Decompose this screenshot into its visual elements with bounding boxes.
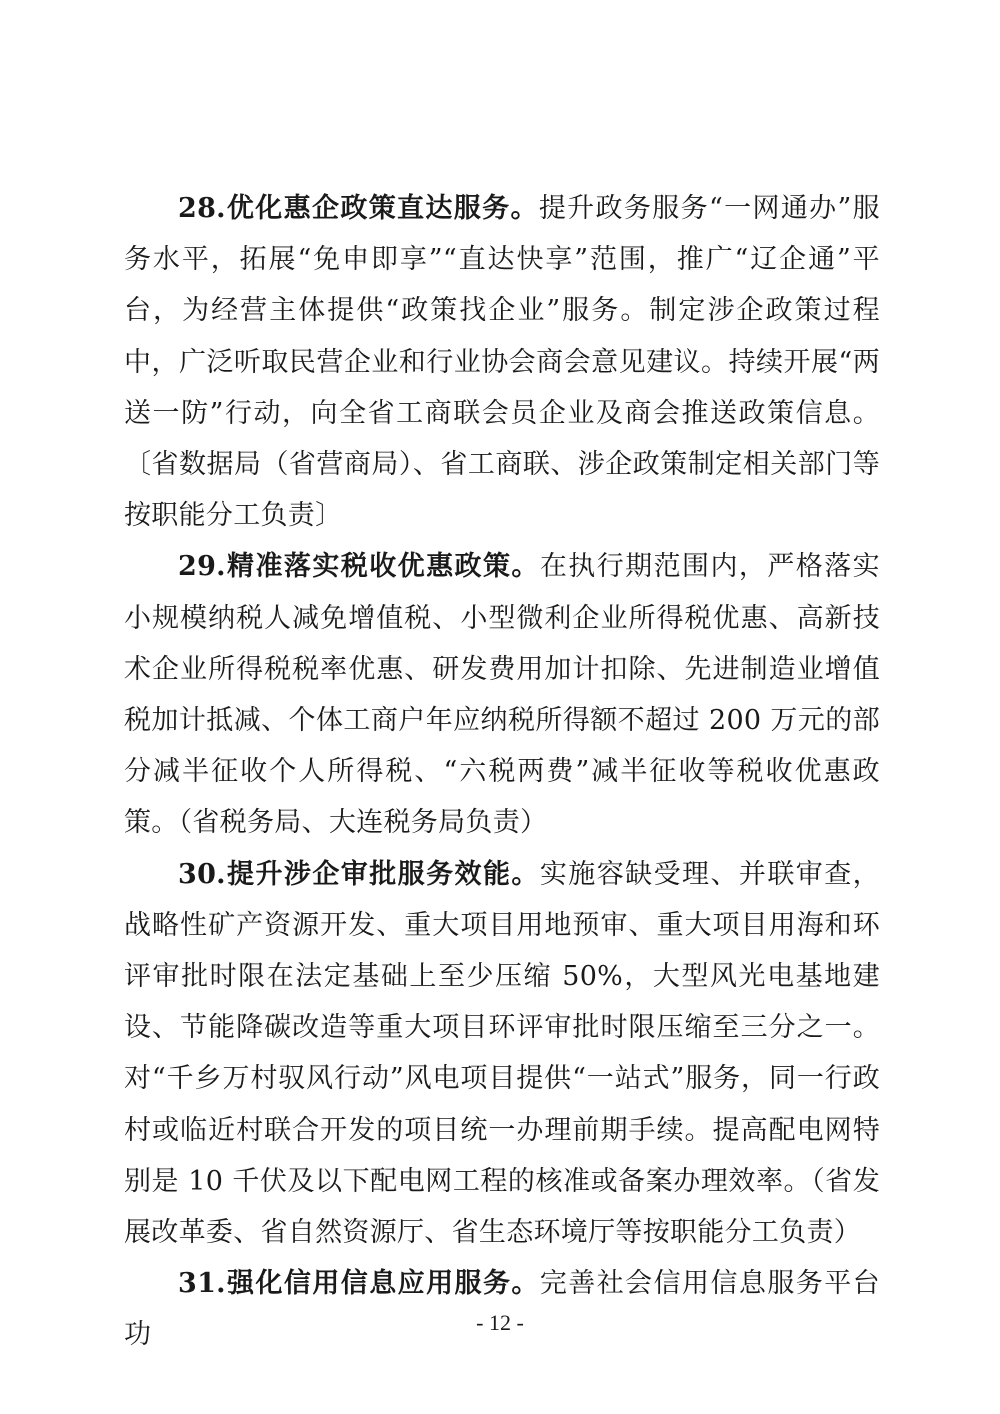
page-number: - 12 - <box>476 1310 524 1335</box>
section-30-body: 实施容缺受理、并联审查，战略性矿产资源开发、重大项目用地预审、重大项目用海和环评审批时限在法定基础上至少压缩 50%，大型风光电基地建设、节能降碳改造等重大项目环评审批时限压缩至三分之一。对“千乡万村驭风行动”风电项目提供“一站式”服务，同一行政村或临近村联合开发的项目统一办理前期手续。提高配电网特别是 10 千伏及以下配电网工程的核准或备案办理效率。（省发展改革委、省自然资源厅、省生态环境厅等按职能分工负责） <box>124 858 880 1249</box>
section-31-body: 完善社会信用信息服务平台功 <box>124 1268 880 1351</box>
section-29 <box>124 541 880 848</box>
section-30-heading: 30.提升涉企审批服务效能。 <box>178 858 540 890</box>
section-29-heading: 29.精准落实税收优惠政策。 <box>178 551 540 583</box>
section-31-heading: 31.强化信用信息应用服务。 <box>178 1268 540 1300</box>
section-28-body: 提升政务服务“一网通办”服务水平，拓展“免申即享”“直达快享”范围，推广“辽企通”平台，为经营主体提供“政策找企业”服务。制定涉企政策过程中，广泛听取民营企业和行业协会商会意见建议。持续开展“两送一防”行动，向全省工商联会员企业及商会推送政策信息。〔省数据局（省营商局）、省工商联、涉企政策制定相关部门等按职能分工负责〕 <box>124 193 880 532</box>
section-28-heading: 28.优化惠企政策直达服务。 <box>178 193 539 224</box>
section-30 <box>124 849 880 1259</box>
document-body <box>124 183 880 1361</box>
section-29-body: 在执行期范围内，严格落实小规模纳税人减免增值税、小型微利企业所得税优惠、高新技术企业所得税税率优惠、研发费用加计扣除、先进制造业增值税加计抵减、个体工商户年应纳税所得额不超过 200 万元的部分减半征收个人所得税、“六税两费”减半征收等税收优惠政策。（省税务局、大连税务局负责） <box>124 551 880 839</box>
section-28 <box>124 183 880 541</box>
